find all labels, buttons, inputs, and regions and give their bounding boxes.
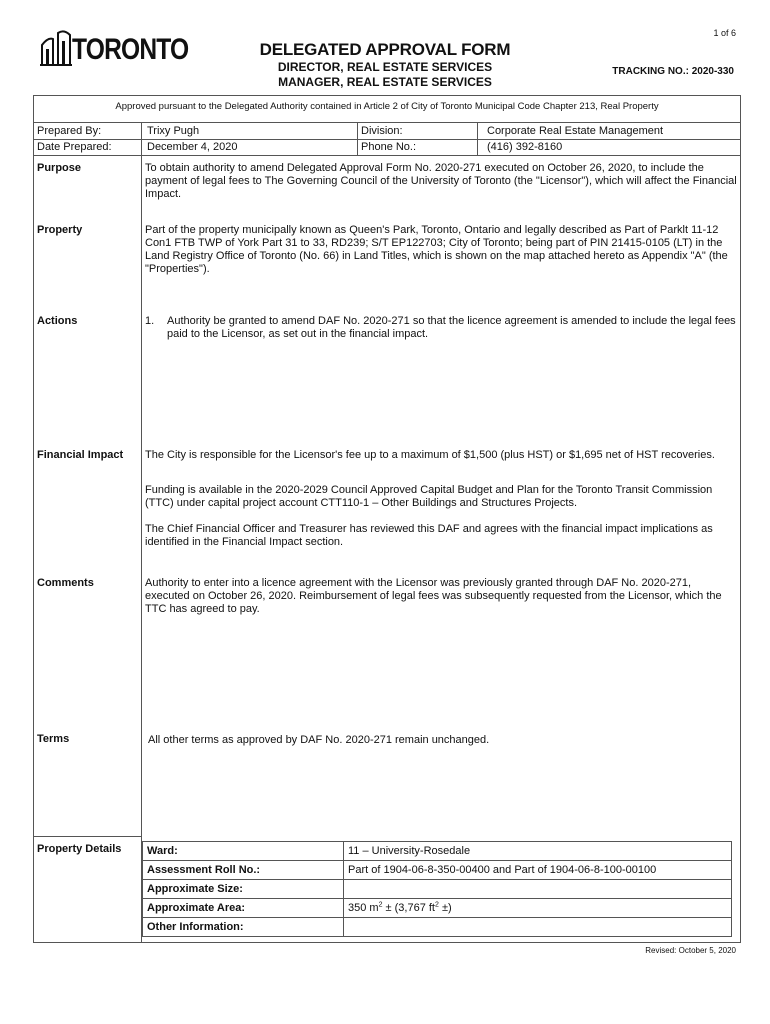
date-label: Date Prepared:	[37, 141, 112, 153]
divider	[33, 155, 741, 156]
size-value	[344, 880, 732, 899]
property-label: Property	[37, 224, 83, 236]
page-number: 1 of 6	[713, 28, 736, 38]
subtitle-manager: MANAGER, REAL ESTATE SERVICES	[278, 75, 492, 89]
property-text: Part of the property municipally known as Queen's Park, Toronto, Ontario and legally described as Part of Parklt 11-12 Con1 FTB TWP of York Part 31 to 33, RD239; S/T EP122703; City of Toronto; being part of PIN 21415-0105 (LT) in the Land Registry Office of Toronto (No. 66) in Land Titles, which is shown on the map attached hereto as Appendix "A" (the "Properties").	[145, 224, 728, 275]
area-ft: ± (3,767 ft	[382, 902, 435, 914]
financial-impact-label: Financial Impact	[37, 449, 124, 461]
financial-text-2: Funding is available in the 2020-2029 Council Approved Capital Budget and Plan for the Toronto Transit Commission (TTC) under capital project account CTT110-1 – Other Buildings and Structures Projects.	[145, 484, 713, 509]
divider	[357, 122, 358, 155]
divider	[477, 122, 478, 155]
financial-text-3: The Chief Financial Officer and Treasurer has reviewed this DAF and agrees with the financial impact implications as identified in the Financial Impact section.	[145, 523, 713, 548]
subtitle-director: DIRECTOR, REAL ESTATE SERVICES	[277, 60, 493, 74]
phone-label: Phone No.:	[361, 141, 417, 153]
table-row	[143, 880, 732, 899]
action-number: 1.	[145, 315, 155, 327]
terms-text: All other terms as approved by DAF No. 2020-271 remain unchanged.	[148, 734, 490, 746]
other-info-label: Other Information:	[143, 918, 344, 937]
area-m: 350 m	[348, 902, 379, 914]
form-title: DELEGATED APPROVAL FORM	[259, 40, 511, 59]
divider	[141, 122, 142, 943]
table-row	[143, 842, 732, 861]
division-value: Corporate Real Estate Management	[487, 125, 664, 137]
action-item	[145, 315, 737, 341]
ward-value: 11 – University-Rosedale	[344, 842, 732, 861]
revised-date: Revised: October 5, 2020	[645, 946, 736, 955]
comments-text: Authority to enter into a licence agreement with the Licensor was previously granted through DAF No. 2020-271, executed on October 26, 2020. Reimbursement of legal fees was subsequently requested from the Licensor, which the TTC has agreed to pay.	[145, 577, 722, 615]
ward-label: Ward:	[143, 842, 344, 861]
city-hall-icon	[40, 27, 72, 67]
purpose-text: To obtain authority to amend Delegated Approval Form No. 2020-271 executed on October 26, 2020, to include the payment of legal fees to The Governing Council of the University of Toronto (the "Licensor"), which will affect the Financial Impact.	[145, 162, 737, 200]
prepared-by-label: Prepared By:	[37, 125, 102, 137]
area-value	[344, 899, 732, 918]
table-row	[143, 899, 732, 918]
table-row	[143, 861, 732, 880]
area-end: ±)	[438, 902, 452, 914]
tracking-number	[612, 66, 734, 77]
division-label: Division:	[361, 125, 403, 137]
terms-label: Terms	[37, 733, 70, 745]
action-text: Authority be granted to amend DAF No. 2020-271 so that the licence agreement is amended to include the legal fees paid to the Licensor, as set out in the financial impact.	[167, 315, 736, 340]
toronto-logo	[40, 27, 189, 69]
other-info-value	[344, 918, 732, 937]
area-sup-m: 2	[378, 901, 383, 909]
area-sup-ft: 2	[435, 901, 439, 909]
divider	[33, 139, 741, 140]
divider	[33, 836, 141, 837]
property-details-table	[142, 841, 732, 937]
phone-value: (416) 392-8160	[487, 141, 563, 153]
divider	[33, 122, 741, 123]
actions-label: Actions	[37, 315, 78, 327]
approved-note: Approved pursuant to the Delegated Authority contained in Article 2 of City of Toronto Municipal Code Chapter 213, Real Property	[115, 101, 659, 112]
prepared-by-value: Trixy Pugh	[147, 125, 200, 137]
size-label: Approximate Size:	[143, 880, 344, 899]
comments-label: Comments	[37, 577, 94, 589]
purpose-label: Purpose	[37, 162, 82, 174]
property-details-label: Property Details	[37, 843, 122, 855]
tracking-value: 2020-330	[691, 66, 734, 77]
date-value: December 4, 2020	[147, 141, 238, 153]
roll-label: Assessment Roll No.:	[143, 861, 344, 880]
form-frame	[33, 95, 741, 943]
logo-wordmark: TORONTO	[72, 33, 189, 66]
roll-value: Part of 1904-06-8-350-00400 and Part of 1904-06-8-100-00100	[344, 861, 732, 880]
area-label: Approximate Area:	[143, 899, 344, 918]
financial-text-1: The City is responsible for the Licensor's fee up to a maximum of $1,500 (plus HST) or $1,695 net of HST recoveries.	[145, 449, 715, 461]
table-row	[143, 918, 732, 937]
tracking-label: TRACKING NO.:	[612, 66, 689, 77]
